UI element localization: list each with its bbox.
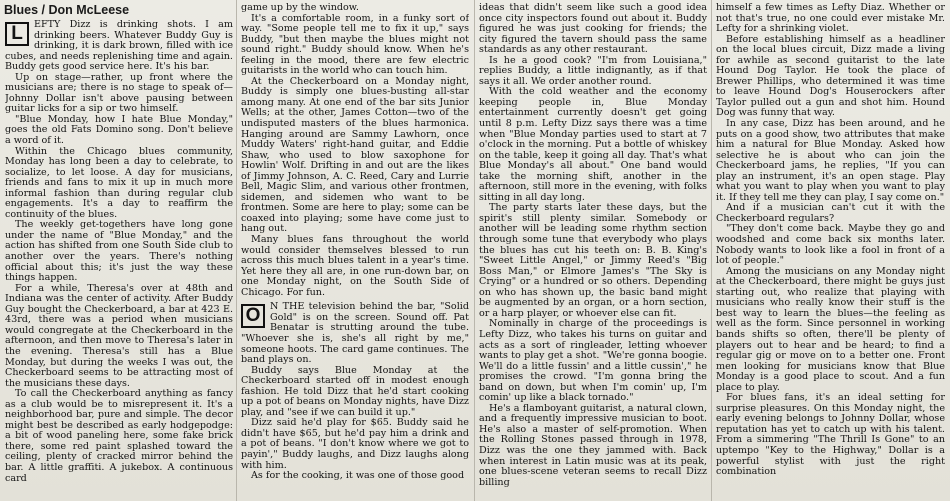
- paragraph: "They don't come back. Maybe they go and woodshed and come back six months later. Nobody wants to look like a fool in front of a lot of people.": [716, 223, 945, 267]
- paragraph: Buddy says Blue Monday at the Checkerboard started off in modest enough fashion. He told Dizz that he'd start cooking up a pot of beans on Monday nights, have Dizz play, and "see if we can build it up.": [241, 364, 469, 418]
- lead-paragraph: L EFTY Dizz is drinking shots. I am drinking beers. Whatever Buddy Guy is drinking, it is dark brown, filled with ice cubes, and needs replenishing time and again. Buddy gets good service here. It's his bar.: [5, 20, 233, 73]
- column-header: Blues / Don McLeese: [4, 3, 130, 17]
- paragraph: At the Checkerboard on a Monday night, Buddy is simply one blues-busting all-star among many. At one end of the bar sits Junior Wells; at the other, James Cotton—two of the undisputed masters of the blues harmonica. Hanging around are Sammy Lawhorn, once Muddy Waters' right-hand guitar, and Eddie Shaw, who used to blow saxophone for Howlin' Wolf. Drifting in and out are the likes of Jimmy Johnson, A. C. Reed, Cary and Lurrie Bell, Magic Slim, and various other frontmen, sidemen, and sidemen who want to be frontmen. Some are here to play; some can be coaxed into playing; some have come just to hang out.: [241, 75, 469, 235]
- author-byline: Don McLeese: [48, 3, 130, 17]
- column-rule: [474, 0, 475, 501]
- paragraph: Up on stage—rather, up front where the musicians are; there is no stage to speak of—Johnny Dollar isn't above pausing between guitar licks for a sip or two himself.: [5, 71, 233, 115]
- paragraph: Before establishing himself as a headliner on the local blues circuit, Dizz made a living for awhile as second guitarist to the late Hound Dog Taylor. He took the place of Brewer Phillips, who determined it was time to leave Hound Dog's Houserockers after Taylor pulled out a gun and shot him. Hound Dog was funny that way.: [716, 33, 945, 119]
- section-lead-paragraph: O N THE television behind the bar, "Solid Gold" is on the screen. Sound off. Pat Benatar is strutting around the tube. "Whoever she is, she's all right by me," someone hoots. The card game continues. The band plays on.: [241, 301, 469, 366]
- paragraph: The weekly get-togethers have long gone under the name of "Blue Monday," and the action has shifted from one South Side club to another over the years. There's nothing official about this; it's just the way these things happen.: [5, 219, 233, 284]
- column-rule: [711, 0, 712, 501]
- paragraph: ideas that didn't seem like such a good idea once city inspectors found out about it. Buddy figured he was just cooking for friends; the city figured the tavern should pass the same standards as any other restaurant.: [479, 3, 707, 56]
- paragraph: He's a flamboyant guitarist, a natural clown, and a frequently impressive musician to boot. He's also a master of self-promotion. When the Rolling Stones passed through in 1978, Dizz was the one they jammed with. Back when interest in Latin music was at its peak, one blues-scene veteran seems to recall Dizz billing: [479, 402, 707, 488]
- article-column-4: [716, 3, 945, 501]
- paragraph: And if a musician can't cut it with the Checkerboard regulars?: [716, 202, 945, 224]
- column-rule: [236, 0, 237, 501]
- paragraph: It's a comfortable room, in a funky sort of way. "Some people tell me to fix it up," says Buddy, "but then maybe the blues might not sound right." Buddy should know. When he's feeling in the mood, there are few electric guitarists in the world who can touch him.: [241, 12, 469, 77]
- paragraph: Dizz said he'd play for $65. Buddy said he didn't have $65, but he'd pay him a drink and a pot of beans. "I don't know where we got to payin'," Buddy laughs, and Dizz laughs along with him.: [241, 417, 469, 471]
- paragraph: As for the cooking, it was one of those good: [251, 470, 465, 482]
- drop-cap-l: L: [5, 22, 29, 46]
- paragraph: For blues fans, it's an ideal setting for surprise pleasures. On this Monday night, the early evening belongs to Johnny Dollar, whose reputation has yet to catch up with his talent. From a simmering "The Thrill Is Gone" to an uptempo "Key to the Highway," Dollar is a powerful stylist with just the right combination: [716, 392, 945, 478]
- article-column-2: [241, 3, 469, 501]
- paragraph: game up by the window.: [241, 3, 359, 13]
- paragraph: In any case, Dizz has been around, and he puts on a good show, two attributes that make him a natural for Blue Monday. Asked how selective he is about who can join the Checkerboard jams, he replies, "If you can play an instrument, it's an open stage. Play what you want to play when you want to play it. If they tell me they can play, I say come on.": [716, 118, 945, 203]
- paragraph: himself a few times as Lefty Diaz. Whether or not that's true, no one could ever mistake Mr. Lefty for a shrinking violet.: [716, 3, 945, 35]
- paragraph: To call the Checkerboard anything as fancy as a club would be to misrepresent it. It's a neighborhood bar, pure and simple. The decor might best be described as early hodgepodge: a bit of wood paneling here, some fake brick there, some red paint splashed toward the ceiling, plenty of cracked mirror behind the bar. A little graffiti. A jukebox. A continuous card: [5, 388, 233, 484]
- section-title: Blues: [4, 3, 39, 17]
- paragraph: Among the musicians on any Monday night at the Checkerboard, there might be guys just starting out, who realize that playing with musicians who really know their stuff is the best way to learn the blues—the feeling as well as the form. Since personnel in working bands shifts so often, there'll be plenty of players out to hear and be heard; to find a regular gig or move on to a better one. Front men looking for musicians know that Blue Monday is a good place to scout. And a fun place to play.: [716, 265, 945, 393]
- paragraph: The party starts later these days, but the spirit's still plenty similar. Somebody or another will be leading some rhythm section through some tune that everybody who plays the blues has cut his teeth on: B. B. King's "Sweet Little Angel," or Jimmy Reed's "Big Boss Man," or Elmore James's "The Sky is Crying" or a hundred or so others. Depending on who has shown up, the basic band might be augmented by an organ, or a horn section, or a harp player, or whoever else can fit.: [479, 202, 707, 319]
- article-column-1: [5, 20, 233, 501]
- article-column-3: [479, 3, 707, 501]
- paragraph: Many blues fans throughout the world would consider themselves blessed to run across this much blues talent in a year's time. Yet here they all are, in one run-down bar, on one Monday night, on the South Side of Chicago. For fun.: [241, 234, 469, 298]
- drop-cap-o: O: [241, 304, 265, 328]
- paragraph: For a while, Theresa's over at 48th and Indiana was the center of activity. After Buddy Guy bought the Checkerboard, a bar at 423 E. 43rd, there was a period when musicians would congregate at the Checkerboard in the afternoon, and then move to Theresa's later in the evening. Theresa's still has a Blue Monday, but during the weeks I was out, the Checkerboard seems to be attracting most of the musicians these days.: [5, 282, 233, 389]
- paragraph: "Blue Monday, how I hate Blue Monday," goes the old Fats Domino song. Don't believe a word of it.: [5, 113, 233, 147]
- paragraph: Within the Chicago blues community, Monday has long been a day to celebrate, to socialize, to let loose. A day for musicians, friends and fans to mix it up in much more informal fashion than during regular club engagements. It's a day to reaffirm the continuity of the blues.: [5, 145, 233, 220]
- paragraph: Is he a good cook? "I'm from Louisiana," replies Buddy, a little indignantly, as if that says it all. We order another round.: [479, 54, 707, 87]
- paragraph: Nominally in charge of the proceedings is Lefty Dizz, who takes his turns on guitar and acts as a sort of ringleader, letting whoever wants to play get a shot. "We're gonna boogie. We'll do a little fussin' and a little cussin'," he promises the crowd. "I'm gonna bring the band on down, but when I'm comin' up, I'm comin' up like a black tornado.": [479, 318, 707, 404]
- paragraph: With the cold weather and the economy keeping people in, Blue Monday entertainment currently doesn't get going until 8 p.m. Lefty Dizz says there was a time when "Blue Monday parties used to start at 7 o'clock in the morning. Put a bottle of whiskey on the table, keep it going all day. That's what Blue Monday's all about." One band would take the morning shift, another in the afternoon, still more in the evening, with folks sitting in all day long.: [479, 86, 707, 203]
